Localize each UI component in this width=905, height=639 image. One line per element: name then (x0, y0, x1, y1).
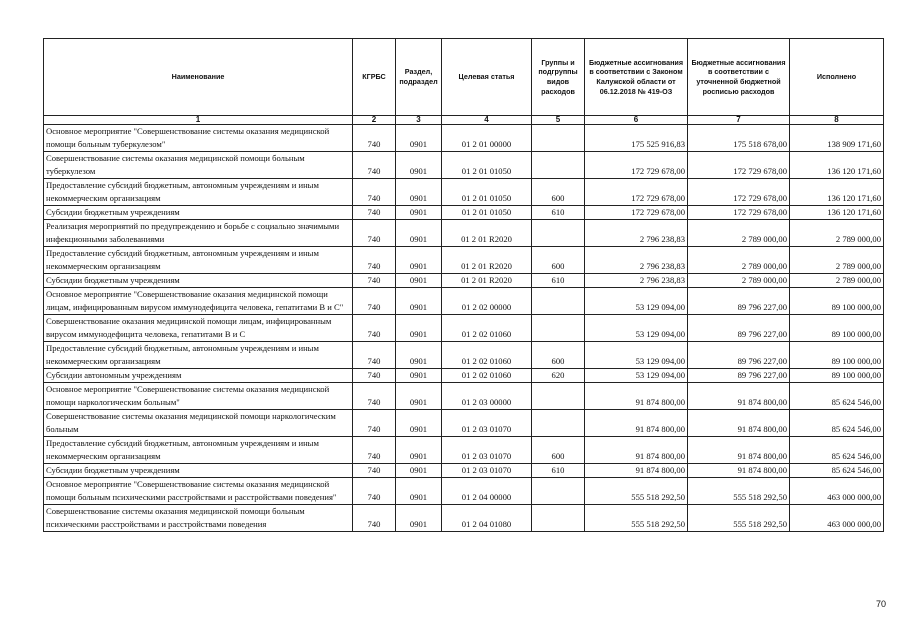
row-law-amount: 2 796 238,83 (585, 247, 688, 274)
header-expense-group: Группы и подгруппы видов расходов (532, 39, 585, 116)
column-number: 5 (532, 116, 585, 125)
header-section: Раздел, подраздел (396, 39, 442, 116)
row-expense-group (532, 315, 585, 342)
table-row (44, 220, 884, 247)
row-expense-group: 600 (532, 247, 585, 274)
row-refined-amount: 2 789 000,00 (688, 220, 790, 247)
table-row (44, 437, 884, 464)
row-target-article: 01 2 03 01070 (442, 410, 532, 437)
row-name: Предоставление субсидий бюджетным, автономным учреждениям и иным некоммерческим организациям (44, 437, 353, 464)
row-law-amount: 555 518 292,50 (585, 478, 688, 505)
row-refined-amount: 172 729 678,00 (688, 152, 790, 179)
row-target-article: 01 2 02 01060 (442, 342, 532, 369)
table-row (44, 125, 884, 152)
row-expense-group (532, 152, 585, 179)
row-executed-amount: 89 100 000,00 (790, 315, 884, 342)
row-kgrbs: 740 (353, 437, 396, 464)
row-refined-amount: 2 789 000,00 (688, 247, 790, 274)
row-executed-amount: 463 000 000,00 (790, 478, 884, 505)
row-expense-group: 610 (532, 464, 585, 478)
row-name: Реализация мероприятий по предупреждению и борьбе с социально значимыми инфекционными заболеваниями (44, 220, 353, 247)
row-executed-amount: 85 624 546,00 (790, 410, 884, 437)
table-row (44, 505, 884, 532)
row-target-article: 01 2 01 R2020 (442, 247, 532, 274)
header-law-allocations: Бюджетные ассигнования в соответствии с Законом Калужской области от 06.12.2018 № 419-ОЗ (585, 39, 688, 116)
table-row (44, 383, 884, 410)
row-target-article: 01 2 01 01050 (442, 206, 532, 220)
row-refined-amount: 89 796 227,00 (688, 369, 790, 383)
row-name: Совершенствование оказания медицинской помощи лицам, инфицированным вирусом иммунодефицита человека, гепатитами В и С (44, 315, 353, 342)
budget-execution-table (43, 38, 884, 532)
table-header-row (44, 39, 884, 116)
row-refined-amount: 89 796 227,00 (688, 315, 790, 342)
row-law-amount: 91 874 800,00 (585, 437, 688, 464)
row-name: Предоставление субсидий бюджетным, автономным учреждениям и иным некоммерческим организациям (44, 247, 353, 274)
row-kgrbs: 740 (353, 505, 396, 532)
row-target-article: 01 2 03 01070 (442, 437, 532, 464)
table-row (44, 315, 884, 342)
column-number: 6 (585, 116, 688, 125)
row-expense-group (532, 383, 585, 410)
header-executed: Исполнено (790, 39, 884, 116)
row-name: Основное мероприятие "Совершенствование системы оказания медицинской помощи наркологическим больным" (44, 383, 353, 410)
row-section: 0901 (396, 410, 442, 437)
row-expense-group: 610 (532, 274, 585, 288)
header-refined-allocations: Бюджетные ассигнования в соответствии с уточненной бюджетной росписью расходов (688, 39, 790, 116)
row-target-article: 01 2 04 01080 (442, 505, 532, 532)
row-section: 0901 (396, 383, 442, 410)
row-name: Совершенствование системы оказания медицинской помощи больным туберкулезом (44, 152, 353, 179)
table-row (44, 478, 884, 505)
row-target-article: 01 2 03 01070 (442, 464, 532, 478)
row-law-amount: 172 729 678,00 (585, 152, 688, 179)
row-executed-amount: 138 909 171,60 (790, 125, 884, 152)
row-target-article: 01 2 01 R2020 (442, 220, 532, 247)
row-refined-amount: 555 518 292,50 (688, 478, 790, 505)
header-name: Наименование (44, 39, 353, 116)
row-target-article: 01 2 01 R2020 (442, 274, 532, 288)
row-expense-group: 600 (532, 437, 585, 464)
row-refined-amount: 91 874 800,00 (688, 410, 790, 437)
row-name: Субсидии бюджетным учреждениям (44, 274, 353, 288)
row-refined-amount: 91 874 800,00 (688, 437, 790, 464)
row-section: 0901 (396, 125, 442, 152)
row-law-amount: 2 796 238,83 (585, 274, 688, 288)
row-kgrbs: 740 (353, 288, 396, 315)
row-kgrbs: 740 (353, 220, 396, 247)
row-name: Основное мероприятие "Совершенствование системы оказания медицинской помощи больным психическими расстройствами и расстройствами поведения" (44, 478, 353, 505)
row-refined-amount: 91 874 800,00 (688, 383, 790, 410)
table-row (44, 369, 884, 383)
row-section: 0901 (396, 369, 442, 383)
row-target-article: 01 2 02 01060 (442, 315, 532, 342)
row-executed-amount: 136 120 171,60 (790, 152, 884, 179)
row-section: 0901 (396, 206, 442, 220)
row-law-amount: 2 796 238,83 (585, 220, 688, 247)
row-expense-group (532, 410, 585, 437)
row-section: 0901 (396, 220, 442, 247)
row-expense-group (532, 478, 585, 505)
row-executed-amount: 85 624 546,00 (790, 464, 884, 478)
table-row (44, 206, 884, 220)
row-name: Предоставление субсидий бюджетным, автономным учреждениям и иным некоммерческим организациям (44, 179, 353, 206)
row-executed-amount: 89 100 000,00 (790, 342, 884, 369)
row-refined-amount: 89 796 227,00 (688, 288, 790, 315)
row-name: Субсидии бюджетным учреждениям (44, 464, 353, 478)
header-target-article: Целевая статья (442, 39, 532, 116)
row-law-amount: 53 129 094,00 (585, 342, 688, 369)
table-row (44, 410, 884, 437)
table-row (44, 464, 884, 478)
row-executed-amount: 89 100 000,00 (790, 288, 884, 315)
row-executed-amount: 2 789 000,00 (790, 274, 884, 288)
row-expense-group (532, 505, 585, 532)
row-refined-amount: 89 796 227,00 (688, 342, 790, 369)
row-section: 0901 (396, 342, 442, 369)
row-kgrbs: 740 (353, 315, 396, 342)
row-refined-amount: 2 789 000,00 (688, 274, 790, 288)
row-executed-amount: 136 120 171,60 (790, 206, 884, 220)
column-number: 2 (353, 116, 396, 125)
table-row (44, 247, 884, 274)
row-refined-amount: 91 874 800,00 (688, 464, 790, 478)
column-number: 3 (396, 116, 442, 125)
row-executed-amount: 85 624 546,00 (790, 437, 884, 464)
row-kgrbs: 740 (353, 206, 396, 220)
row-target-article: 01 2 01 01050 (442, 179, 532, 206)
row-name: Основное мероприятие "Совершенствование системы оказания медицинской помощи больным туберкулезом" (44, 125, 353, 152)
row-expense-group: 620 (532, 369, 585, 383)
row-name: Совершенствование системы оказания медицинской помощи больным психическими расстройствами и расстройствами поведения (44, 505, 353, 532)
row-refined-amount: 555 518 292,50 (688, 505, 790, 532)
row-law-amount: 172 729 678,00 (585, 179, 688, 206)
table-row (44, 152, 884, 179)
column-number: 7 (688, 116, 790, 125)
table-row (44, 288, 884, 315)
row-executed-amount: 136 120 171,60 (790, 179, 884, 206)
row-target-article: 01 2 02 00000 (442, 288, 532, 315)
page-number: 70 (876, 599, 887, 609)
row-kgrbs: 740 (353, 247, 396, 274)
row-name: Совершенствование системы оказания медицинской помощи наркологическим больным (44, 410, 353, 437)
row-executed-amount: 2 789 000,00 (790, 220, 884, 247)
row-target-article: 01 2 01 01050 (442, 152, 532, 179)
row-expense-group (532, 125, 585, 152)
row-expense-group (532, 220, 585, 247)
row-kgrbs: 740 (353, 125, 396, 152)
row-target-article: 01 2 04 00000 (442, 478, 532, 505)
table-row (44, 179, 884, 206)
row-expense-group: 600 (532, 342, 585, 369)
column-number: 1 (44, 116, 353, 125)
column-number: 8 (790, 116, 884, 125)
column-number: 4 (442, 116, 532, 125)
row-section: 0901 (396, 478, 442, 505)
row-section: 0901 (396, 152, 442, 179)
row-expense-group: 610 (532, 206, 585, 220)
row-kgrbs: 740 (353, 410, 396, 437)
row-law-amount: 172 729 678,00 (585, 206, 688, 220)
row-executed-amount: 89 100 000,00 (790, 369, 884, 383)
row-section: 0901 (396, 274, 442, 288)
row-name: Субсидии бюджетным учреждениям (44, 206, 353, 220)
row-kgrbs: 740 (353, 464, 396, 478)
row-law-amount: 53 129 094,00 (585, 288, 688, 315)
row-section: 0901 (396, 505, 442, 532)
row-kgrbs: 740 (353, 342, 396, 369)
row-expense-group (532, 288, 585, 315)
column-number-row (44, 116, 884, 125)
table-row (44, 274, 884, 288)
row-name: Субсидии автономным учреждениям (44, 369, 353, 383)
row-law-amount: 175 525 916,83 (585, 125, 688, 152)
row-law-amount: 53 129 094,00 (585, 369, 688, 383)
row-refined-amount: 172 729 678,00 (688, 206, 790, 220)
row-kgrbs: 740 (353, 152, 396, 179)
row-kgrbs: 740 (353, 383, 396, 410)
row-law-amount: 91 874 800,00 (585, 410, 688, 437)
row-section: 0901 (396, 288, 442, 315)
row-law-amount: 91 874 800,00 (585, 464, 688, 478)
row-target-article: 01 2 03 00000 (442, 383, 532, 410)
row-section: 0901 (396, 437, 442, 464)
row-target-article: 01 2 02 01060 (442, 369, 532, 383)
row-kgrbs: 740 (353, 274, 396, 288)
row-executed-amount: 85 624 546,00 (790, 383, 884, 410)
row-section: 0901 (396, 464, 442, 478)
row-section: 0901 (396, 247, 442, 274)
row-law-amount: 555 518 292,50 (585, 505, 688, 532)
row-refined-amount: 172 729 678,00 (688, 179, 790, 206)
row-section: 0901 (396, 315, 442, 342)
row-executed-amount: 2 789 000,00 (790, 247, 884, 274)
row-expense-group: 600 (532, 179, 585, 206)
table-row (44, 342, 884, 369)
row-refined-amount: 175 518 678,00 (688, 125, 790, 152)
row-kgrbs: 740 (353, 179, 396, 206)
row-name: Предоставление субсидий бюджетным, автономным учреждениям и иным некоммерческим организациям (44, 342, 353, 369)
header-kgrbs: КГРБС (353, 39, 396, 116)
row-executed-amount: 463 000 000,00 (790, 505, 884, 532)
row-kgrbs: 740 (353, 369, 396, 383)
row-section: 0901 (396, 179, 442, 206)
row-law-amount: 91 874 800,00 (585, 383, 688, 410)
row-law-amount: 53 129 094,00 (585, 315, 688, 342)
row-name: Основное мероприятие "Совершенствование оказания медицинской помощи лицам, инфицированным вирусом иммунодефицита человека, гепатитами В и С" (44, 288, 353, 315)
row-kgrbs: 740 (353, 478, 396, 505)
row-target-article: 01 2 01 00000 (442, 125, 532, 152)
